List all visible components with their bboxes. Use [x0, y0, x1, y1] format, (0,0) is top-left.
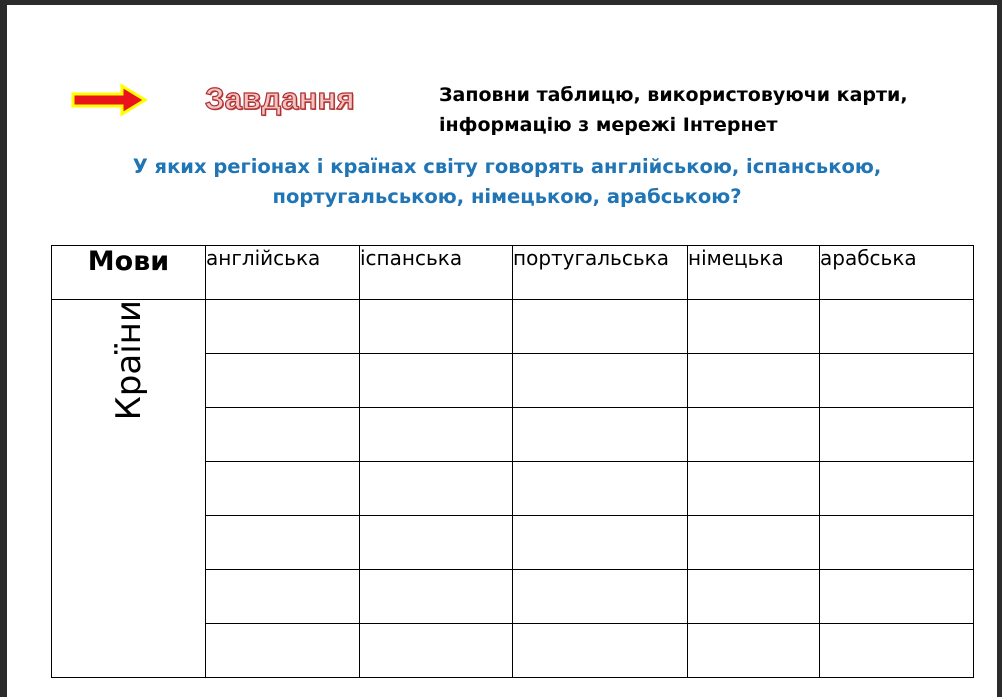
table-cell[interactable]	[206, 462, 360, 516]
table-cell[interactable]	[820, 462, 974, 516]
table-cell[interactable]	[360, 462, 513, 516]
table-cell[interactable]	[206, 570, 360, 624]
table-header-row	[52, 246, 974, 300]
languages-header: Мови	[52, 246, 206, 300]
instruction-text	[439, 80, 959, 140]
language-header-spanish: іспанська	[360, 246, 513, 300]
table-cell[interactable]	[513, 570, 688, 624]
language-header-english: англійська	[206, 246, 360, 300]
table-cell[interactable]	[688, 516, 820, 570]
table-cell[interactable]	[513, 624, 688, 678]
table-cell[interactable]	[688, 570, 820, 624]
table-cell[interactable]	[820, 408, 974, 462]
language-header-german: німецька	[688, 246, 820, 300]
table-cell[interactable]	[513, 354, 688, 408]
instruction-line-1: Заповни таблицю, використовуючи карти,	[439, 84, 908, 106]
instruction-line-2: інформацію з мережі Інтернет	[439, 114, 778, 136]
question-line-1: У яких регіонах і країнах світу говорять англійською, іспанською,	[132, 155, 882, 178]
table-cell[interactable]	[206, 624, 360, 678]
table-cell[interactable]	[820, 300, 974, 354]
table-cell[interactable]	[206, 354, 360, 408]
table-row	[52, 300, 974, 354]
right-arrow-icon	[67, 82, 149, 118]
table-cell[interactable]	[688, 624, 820, 678]
table-cell[interactable]	[688, 354, 820, 408]
table-cell[interactable]	[360, 354, 513, 408]
table-cell[interactable]	[206, 516, 360, 570]
document-page	[7, 5, 997, 697]
table-cell[interactable]	[688, 408, 820, 462]
table-cell[interactable]	[513, 408, 688, 462]
table-cell[interactable]	[688, 462, 820, 516]
languages-table	[51, 245, 974, 678]
table-cell[interactable]	[820, 354, 974, 408]
task-title: Завдання	[205, 81, 355, 116]
countries-label: Країни	[108, 300, 149, 421]
question-line-2: португальською, німецькою, арабською?	[272, 185, 742, 208]
table-cell[interactable]	[360, 570, 513, 624]
table-cell[interactable]	[688, 300, 820, 354]
table-cell[interactable]	[820, 516, 974, 570]
table-cell[interactable]	[206, 300, 360, 354]
table-cell[interactable]	[360, 408, 513, 462]
question-text	[107, 152, 907, 212]
table-cell[interactable]	[820, 624, 974, 678]
language-header-portuguese: португальська	[513, 246, 688, 300]
table-cell[interactable]	[360, 624, 513, 678]
countries-header-cell	[52, 300, 206, 678]
table-cell[interactable]	[360, 516, 513, 570]
table-cell[interactable]	[513, 462, 688, 516]
table-cell[interactable]	[513, 300, 688, 354]
table-cell[interactable]	[820, 570, 974, 624]
table-cell[interactable]	[206, 408, 360, 462]
language-header-arabic: арабська	[820, 246, 974, 300]
table-cell[interactable]	[360, 300, 513, 354]
table-cell[interactable]	[513, 516, 688, 570]
